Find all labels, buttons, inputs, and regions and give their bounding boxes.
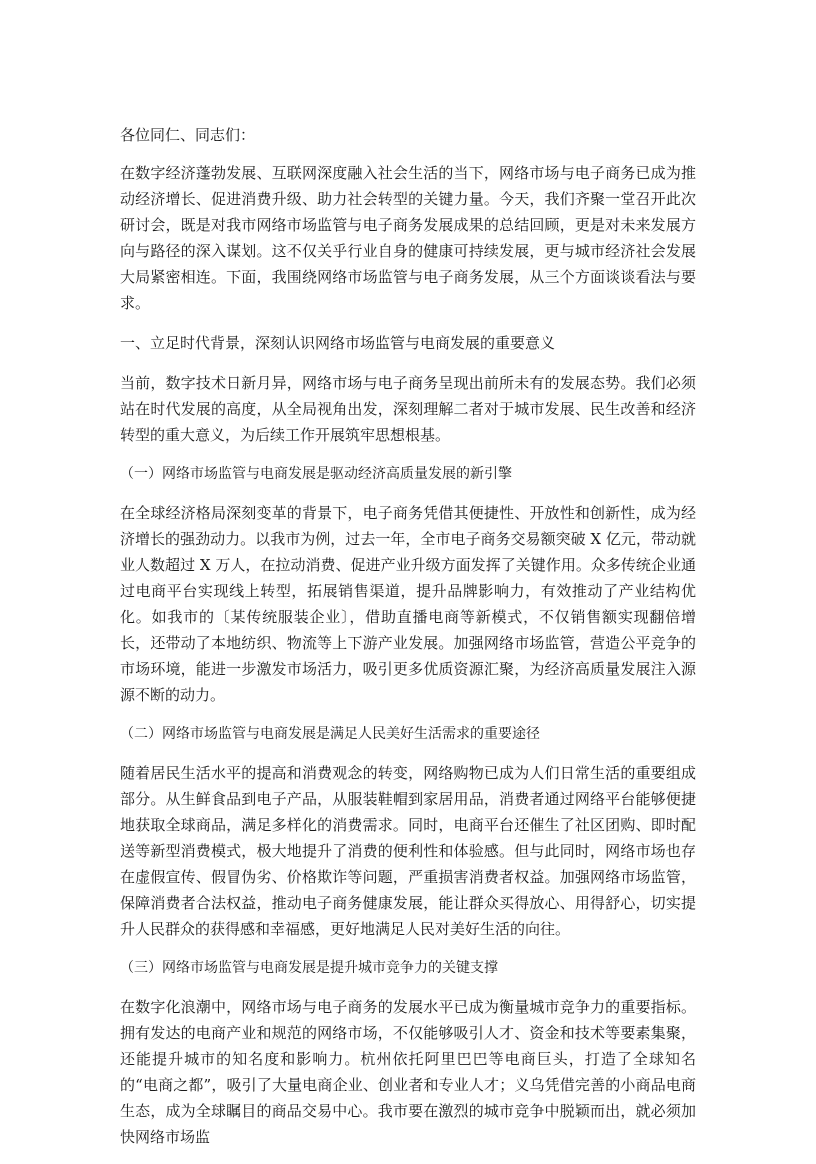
intro-paragraph: 在数字经济蓬勃发展、互联网深度融入社会生活的当下，网络市场与电子商务已成为推动经济增长、促进消费升级、助力社会转型的关键力量。今天，我们齐聚一堂召开此次研讨会，既是对我市网络市场监管与电子商务发展成果的总结回顾，更是对未来发展方向与路径的深入谋划。这不仅关乎行业自身的健康可持续发展，更与城市经济社会发展大局紧密相连。下面，我围绕网络市场监管与电子商务发展，从三个方面谈谈看法与要求。 <box>120 164 696 312</box>
subsection-2-body: 随着居民生活水平的提高和消费观念的转变，网络购物已成为人们日常生活的重要组成部分。从生鲜食品到电子产品，从服装鞋帽到家居用品，消费者通过网络平台能够便捷地获取全球商品，满足多样化的消费需求。同时，电商平台还催生了社区团购、即时配送等新型消费模式，极大地提升了消费的便利性和体验感。但与此同时，网络市场也存在虚假宣传、假冒伪劣、价格欺诈等问题，严重损害消费者权益。加强网络市场监管，保障消费者合法权益，推动电子商务健康发展，能让群众买得放心、用得舒心，切实提升人民群众的获得感和幸福感，更好地满足人民对美好生活的向往。 <box>120 764 696 938</box>
subsection-3-heading: （三）网络市场监管与电商发展是提升城市竞争力的关键支撑 <box>120 960 498 976</box>
section-1-body: 当前，数字技术日新月异，网络市场与电子商务呈现出前所未有的发展态势。我们必须站在时代发展的高度，从全局视角出发，深刻理解二者对于城市发展、民生改善和经济转型的重大意义，为后续工作开展筑牢思想根基。 <box>120 374 696 444</box>
section-1-heading: 一、立足时代背景，深刻认识网络市场监管与电商发展的重要意义 <box>120 334 556 352</box>
document-page <box>120 122 696 1164</box>
subsection-1-body: 在全球经济格局深刻变革的背景下，电子商务凭借其便捷性、开放性和创新性，成为经济增长的强劲动力。以我市为例，过去一年，全市电子商务交易额突破 X 亿元，带动就业人数超过 X 万人，在拉动消费、促进产业升级方面发挥了关键作用。众多传统企业通过电商平台实现线上转型，拓展销售渠道，提升品牌影响力，有效推动了产业结构优化。如我市的〔某传统服装企业〕，借助直播电商等新模式，不仅销售额实现翻倍增长，还带动了本地纺织、物流等上下游产业发展。加强网络市场监管，营造公平竞争的市场环境，能进一步激发市场活力，吸引更多优质资源汇聚，为经济高质量发展注入源源不断的动力。 <box>120 504 697 704</box>
subsection-2-heading: （二）网络市场监管与电商发展是满足人民美好生活需求的重要途径 <box>120 726 540 742</box>
subsection-1-heading: （一）网络市场监管与电商发展是驱动经济高质量发展的新引擎 <box>120 466 512 482</box>
greeting: 各位同仁、同志们： <box>120 126 256 144</box>
subsection-3-body: 在数字化浪潮中，网络市场与电子商务的发展水平已成为衡量城市竞争力的重要指标。拥有发达的电商产业和规范的网络市场，不仅能够吸引人才、资金和技术等要素集聚，还能提升城市的知名度和影响力。杭州依托阿里巴巴等电商巨头，打造了全球知名的“电商之都”，吸引了大量电商企业、创业者和专业人才；义乌凭借完善的小商品电商生态，成为全球瞩目的商品交易中心。我市要在激烈的城市竞争中脱颖而出，就必须加快网络市场监 <box>120 998 696 1146</box>
